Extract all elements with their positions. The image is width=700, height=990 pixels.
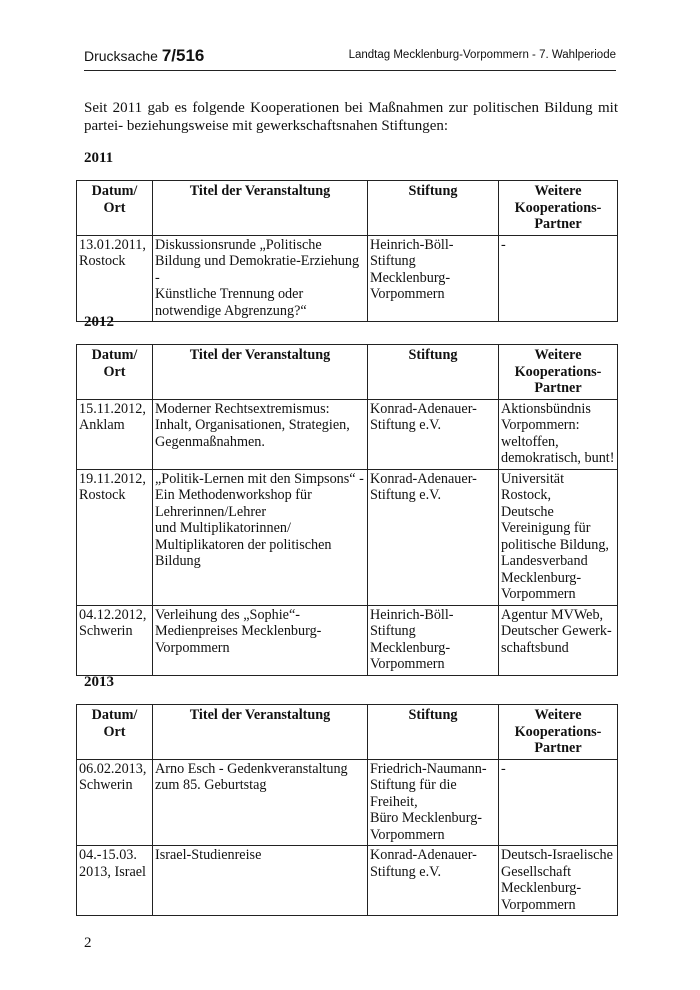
year-heading-2013: 2013 bbox=[84, 674, 114, 690]
cell-title: „Politik-Lernen mit den Simpsons“ - Ein Methodenworkshop für Lehrerinnen/Lehrer und Multiplikatorinnen/ Multiplikatoren der politischen Bildung bbox=[153, 469, 368, 605]
cell-foundation: Heinrich-Böll-Stiftung Mecklenburg- Vorpommern bbox=[368, 235, 499, 322]
cell-title: Diskussionsrunde „Politische Bildung und Demokratie-Erziehung - Künstliche Trennung oder notwendige Abgrenzung?“ bbox=[153, 235, 368, 322]
table-row bbox=[77, 759, 618, 846]
header-title: Titel der Veranstaltung bbox=[153, 181, 368, 236]
cell-title: Israel-Studienreise bbox=[153, 846, 368, 916]
cell-date: 19.11.2012, Rostock bbox=[77, 469, 153, 605]
header-date: Datum/ Ort bbox=[77, 345, 153, 400]
cell-foundation: Friedrich-Naumann- Stiftung für die Freiheit, Büro Mecklenburg- Vorpommern bbox=[368, 759, 499, 846]
header-partners: Weitere Kooperations- Partner bbox=[499, 345, 618, 400]
table-2012 bbox=[76, 344, 618, 676]
header-foundation: Stiftung bbox=[368, 705, 499, 760]
cell-partners: - bbox=[499, 235, 618, 322]
cell-partners: Deutsch-Israelische Gesellschaft Mecklenburg- Vorpommern bbox=[499, 846, 618, 916]
cell-partners: - bbox=[499, 759, 618, 846]
table-2013 bbox=[76, 704, 618, 916]
cell-foundation: Konrad-Adenauer- Stiftung e.V. bbox=[368, 399, 499, 469]
year-heading-2011: 2011 bbox=[84, 150, 114, 166]
page-number: 2 bbox=[84, 935, 92, 951]
header-title: Titel der Veranstaltung bbox=[153, 345, 368, 400]
header-partners: Weitere Kooperations- Partner bbox=[499, 705, 618, 760]
cell-partners: Agentur MVWeb, Deutscher Gewerk- schaftsbund bbox=[499, 605, 618, 675]
cell-date: 13.01.2011, Rostock bbox=[77, 235, 153, 322]
cell-title: Moderner Rechtsextremismus: Inhalt, Organisationen, Strategien, Gegenmaßnahmen. bbox=[153, 399, 368, 469]
header-date: Datum/ Ort bbox=[77, 705, 153, 760]
table-row bbox=[77, 846, 618, 916]
cell-date: 04.12.2012, Schwerin bbox=[77, 605, 153, 675]
header-foundation: Stiftung bbox=[368, 181, 499, 236]
header-date: Datum/ Ort bbox=[77, 181, 153, 236]
table-2011 bbox=[76, 180, 618, 322]
page-header bbox=[84, 42, 616, 71]
cell-partners: Aktionsbündnis Vorpommern: weltoffen, demokratisch, bunt! bbox=[499, 399, 618, 469]
table-row bbox=[77, 235, 618, 322]
cell-date: 15.11.2012, Anklam bbox=[77, 399, 153, 469]
year-heading-2012: 2012 bbox=[84, 314, 114, 330]
cell-title: Verleihung des „Sophie“- Medienpreises Mecklenburg- Vorpommern bbox=[153, 605, 368, 675]
cell-partners: Universität Rostock, Deutsche Vereinigung für politische Bildung, Landesverband Mecklenburg- Vorpommern bbox=[499, 469, 618, 605]
cell-date: 06.02.2013, Schwerin bbox=[77, 759, 153, 846]
header-foundation: Stiftung bbox=[368, 345, 499, 400]
header-partners: Weitere Kooperations- Partner bbox=[499, 181, 618, 236]
cell-foundation: Konrad-Adenauer- Stiftung e.V. bbox=[368, 846, 499, 916]
table-header-row bbox=[77, 345, 618, 400]
table-row bbox=[77, 469, 618, 605]
parliament-label: Landtag Mecklenburg-Vorpommern - 7. Wahlperiode bbox=[348, 49, 616, 61]
document-number bbox=[84, 46, 204, 66]
cell-foundation: Konrad-Adenauer- Stiftung e.V. bbox=[368, 469, 499, 605]
intro-paragraph: Seit 2011 gab es folgende Kooperationen bei Maßnahmen zur politischen Bildung mit partei- beziehungsweise mit gewerkschaftsnahen Stiftungen: bbox=[84, 100, 618, 134]
cell-date: 04.-15.03. 2013, Israel bbox=[77, 846, 153, 916]
table-row bbox=[77, 399, 618, 469]
table-row bbox=[77, 605, 618, 675]
table-header-row bbox=[77, 705, 618, 760]
cell-title: Arno Esch - Gedenkveranstaltung zum 85. Geburtstag bbox=[153, 759, 368, 846]
header-title: Titel der Veranstaltung bbox=[153, 705, 368, 760]
doc-number: 7/516 bbox=[161, 46, 205, 65]
cell-foundation: Heinrich-Böll- Stiftung Mecklenburg- Vorpommern bbox=[368, 605, 499, 675]
doc-label: Drucksache bbox=[84, 48, 158, 64]
table-header-row bbox=[77, 181, 618, 236]
